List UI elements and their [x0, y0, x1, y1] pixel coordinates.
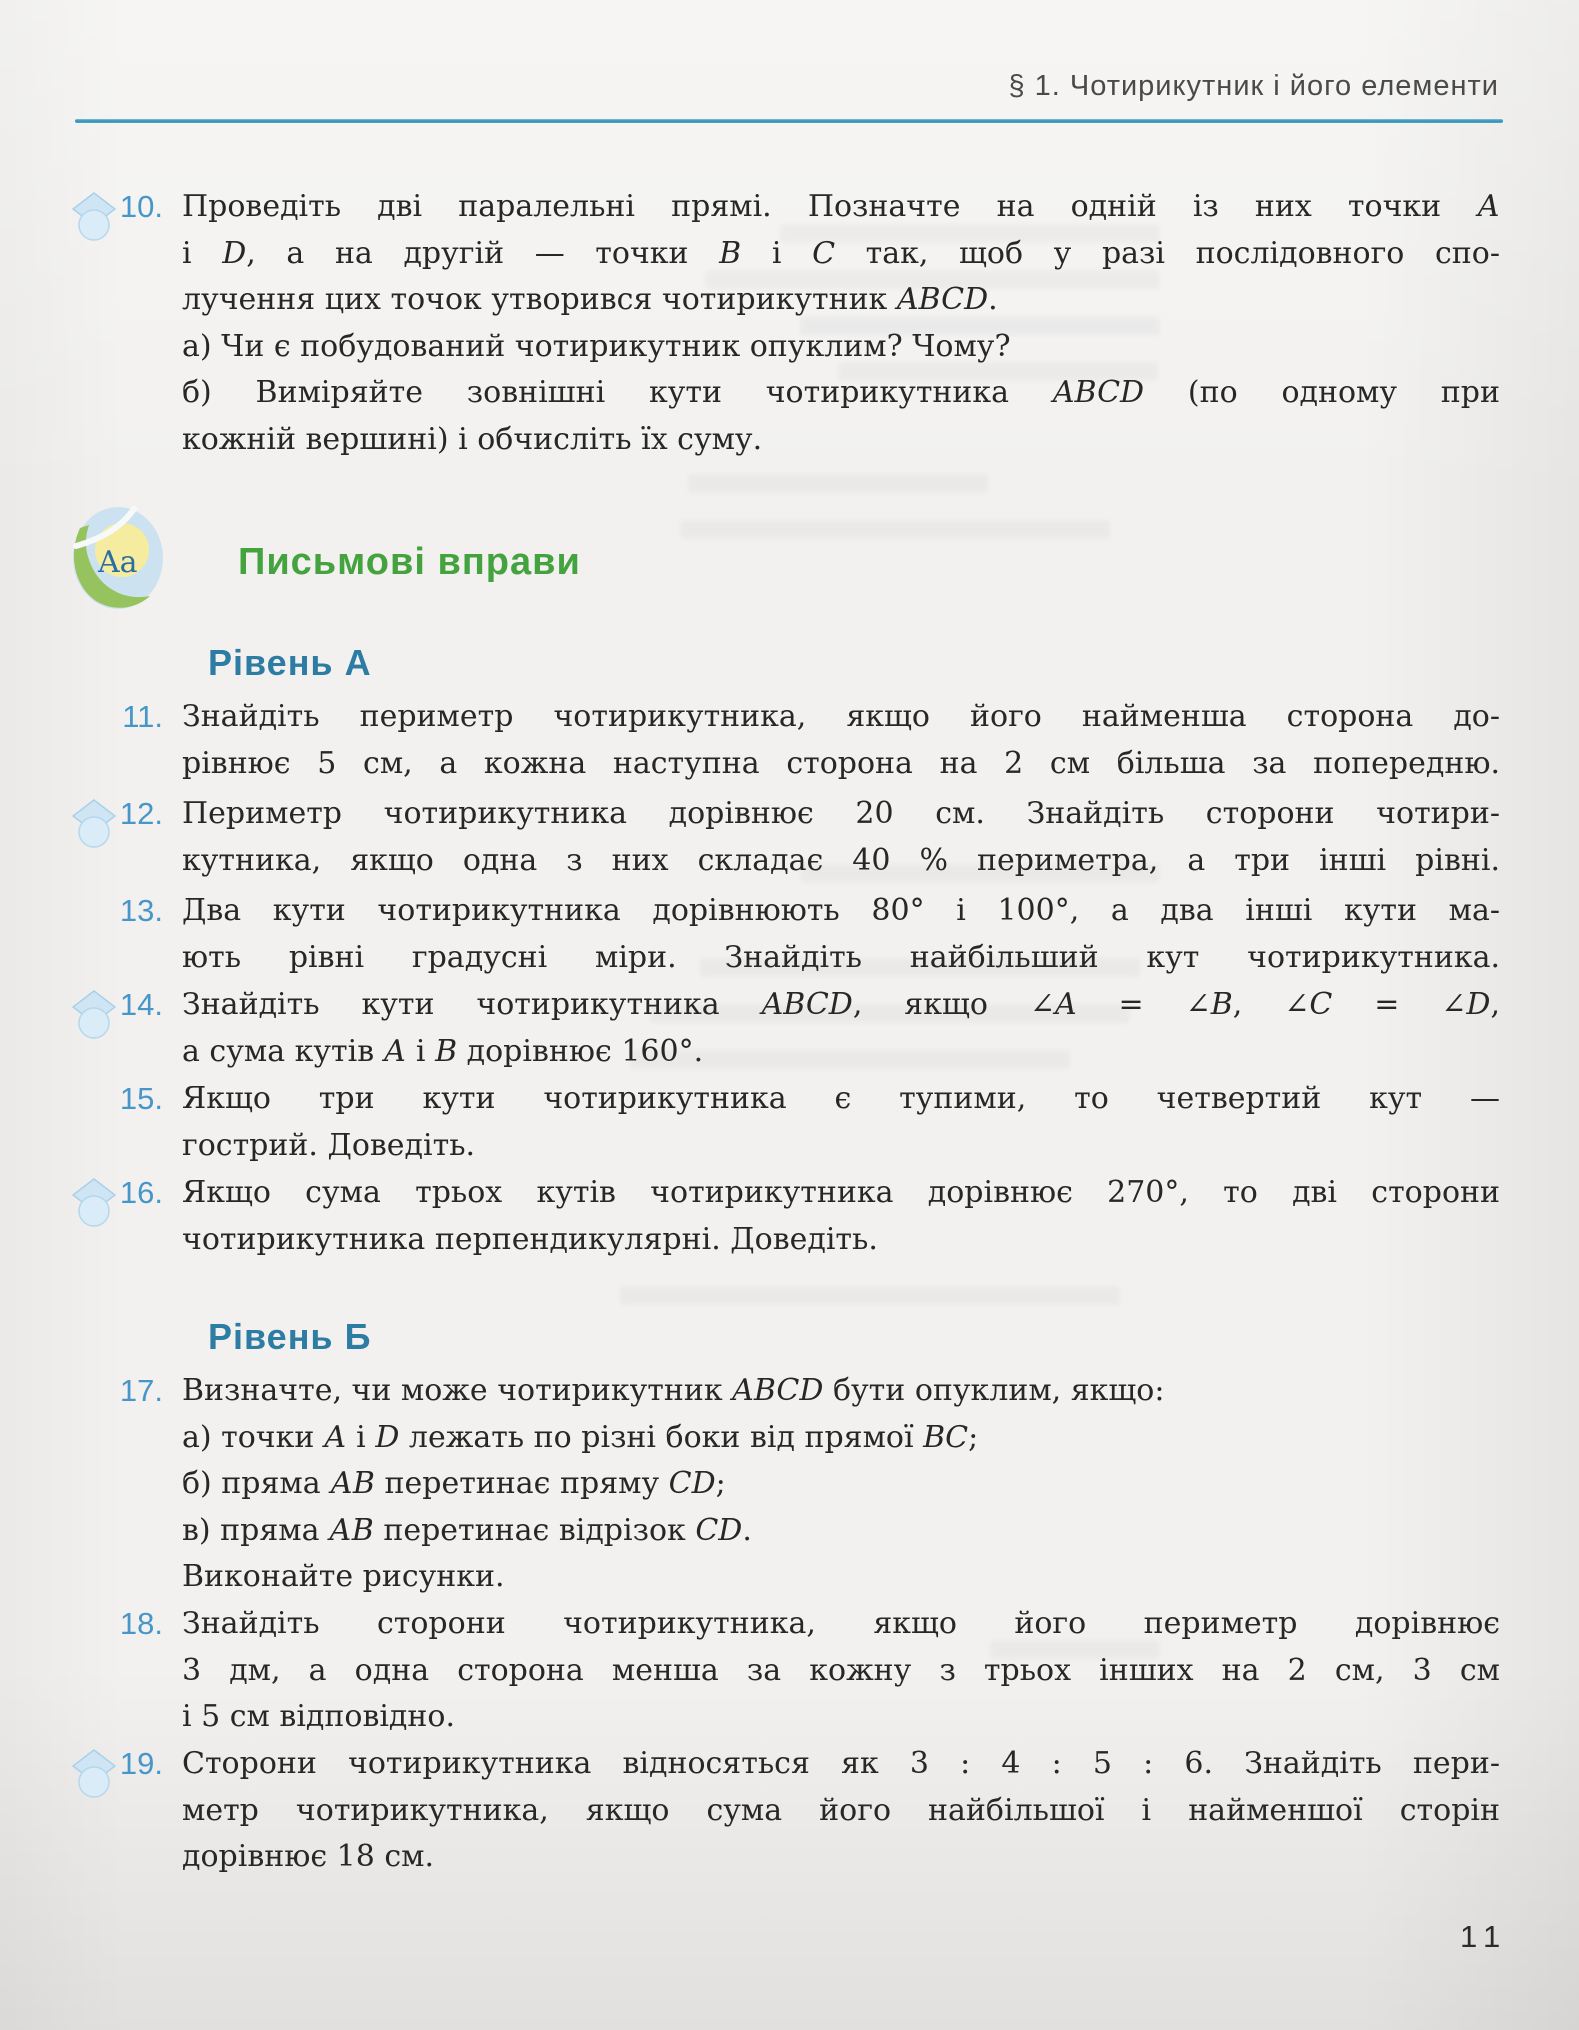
- text-segment: дорівнює 160°.: [457, 1033, 704, 1069]
- aa-written-exercises-icon: [72, 506, 164, 610]
- math-var: CD: [668, 1466, 716, 1501]
- text-segment: бути опуклим, якщо:: [823, 1373, 1165, 1408]
- math-var: АВ: [330, 1466, 375, 1501]
- problem-text: [182, 184, 1500, 463]
- problem-text: [182, 1368, 1500, 1601]
- text-segment: перетинає відрізок: [373, 1512, 696, 1548]
- problem-text-line: [182, 184, 1500, 231]
- text-segment: і: [182, 235, 223, 271]
- text-segment: дорівнює 18 см.: [182, 1839, 435, 1874]
- text-segment: і: [741, 235, 813, 271]
- text-segment: ;: [968, 1419, 979, 1455]
- problem-text-line: [182, 694, 1500, 741]
- text-segment: Знайдіть периметр чотирикутника, якщо його найменша сторона до-: [182, 699, 1500, 734]
- text-segment: гострий. Доведіть.: [182, 1127, 476, 1163]
- text-segment: = ∠: [1332, 987, 1467, 1022]
- text-segment: метр чотирикутника, якщо сума його найбільшої і найменшої сторін: [182, 1792, 1500, 1828]
- problem-text: [182, 888, 1500, 981]
- text-segment: ють рівні градусні міри. Знайдіть найбільший кут чотирикутника.: [182, 939, 1500, 975]
- problem-number: 17.: [119, 1373, 163, 1408]
- problem-text-line: [182, 1601, 1500, 1648]
- text-segment: , ∠: [1232, 987, 1310, 1022]
- text-segment: перетинає пряму: [374, 1466, 669, 1501]
- text-segment: рівнює 5 см, а кожна наступна сторона на 2 см більша за попередню.: [182, 745, 1500, 781]
- problem-number: 19.: [119, 1746, 163, 1781]
- text-segment: Два кути чотирикутника дорівнюють 80° і 100°, а два інші кути ма-: [182, 893, 1500, 928]
- problem-number: 13.: [119, 893, 163, 928]
- math-var: АВ: [329, 1512, 374, 1548]
- problem-text-line: [182, 1368, 1500, 1415]
- problem-text-line: [182, 1834, 1500, 1881]
- math-var: А: [323, 1419, 347, 1455]
- text-segment: Периметр чотирикутника дорівнює 20 см. Знайдіть сторони чотири-: [182, 796, 1500, 831]
- problem-text-line: [182, 1123, 1500, 1170]
- problem-text: [182, 791, 1500, 884]
- problem-text-line: [182, 277, 1500, 324]
- math-var: С: [812, 235, 836, 271]
- problem-text-line: [182, 888, 1500, 935]
- text-segment: б) Виміряйте зовнішні кути чотирикутника: [182, 375, 1053, 410]
- text-segment: а сума кутів: [182, 1033, 384, 1069]
- problem-number: 12.: [119, 796, 163, 831]
- text-segment: кожній вершині) і обчисліть їх суму.: [182, 421, 763, 457]
- problem-text-line: [182, 935, 1500, 982]
- math-var: ВС: [923, 1419, 969, 1455]
- text-segment: і: [346, 1419, 376, 1455]
- problem-text-line: [182, 1508, 1500, 1555]
- problem-text-line: [182, 982, 1500, 1029]
- section-heading: Письмові вправи: [238, 541, 581, 583]
- problem-text-line: [182, 1648, 1500, 1695]
- text-segment: .: [988, 282, 998, 317]
- problem-text-line: [182, 1788, 1500, 1835]
- problem-text: [182, 1741, 1500, 1881]
- bleed-through: [620, 1286, 1120, 1305]
- problem-text: [182, 1076, 1500, 1169]
- text-segment: Виконайте рисунки.: [182, 1559, 505, 1594]
- text-segment: а) точки: [182, 1419, 324, 1455]
- level-a-heading: Рівень А: [208, 642, 372, 683]
- problem-text: [182, 1601, 1500, 1741]
- text-segment: Сторони чотирикутника відносяться як 3 : 4 : 5 : 6. Знайдіть пери-: [182, 1746, 1500, 1781]
- text-segment: = ∠: [1076, 987, 1211, 1022]
- problem-text-line: [182, 370, 1500, 417]
- math-var: ABCD: [896, 282, 989, 317]
- math-var: D: [222, 235, 247, 271]
- problem-number: 11.: [122, 699, 163, 734]
- math-var: А: [383, 1033, 407, 1069]
- problem-text-line: [182, 231, 1500, 278]
- math-var: ABCD: [761, 987, 853, 1022]
- text-segment: 3 дм, а одна сторона менша за кожну з трьох інших на 2 см, 3 см: [182, 1652, 1500, 1688]
- svg-text:Aa: Aa: [98, 545, 138, 580]
- problem-number: 15.: [119, 1081, 163, 1116]
- problem-text-line: [182, 1461, 1500, 1508]
- text-segment: б) пряма: [182, 1466, 331, 1501]
- text-segment: , а на другій — точки: [246, 235, 720, 271]
- problem-text-line: [182, 324, 1500, 371]
- problem-text-line: [182, 1076, 1500, 1123]
- page-header: § 1. Чотирикутник і його елементи: [1008, 70, 1499, 102]
- problem-number: 16.: [119, 1175, 163, 1210]
- math-var: ABCD: [732, 1373, 824, 1408]
- problem-text: [182, 982, 1500, 1075]
- math-var: D: [375, 1419, 400, 1455]
- problem-text-line: [182, 417, 1500, 464]
- problem-number: 10.: [119, 189, 163, 224]
- text-segment: а) Чи є побудований чотирикутник опуклим? Чому?: [182, 328, 1011, 364]
- math-var: В: [719, 235, 742, 271]
- text-segment: і 5 см відповідно.: [182, 1699, 455, 1734]
- text-segment: лучення цих точок утворився чотирикутник: [182, 282, 897, 317]
- problem-number: 14.: [119, 987, 163, 1022]
- text-segment: і: [406, 1033, 436, 1069]
- text-segment: (по одному при: [1144, 375, 1500, 410]
- problem-text-line: [182, 1170, 1500, 1217]
- text-segment: чотирикутника перпендикулярні. Доведіть.: [182, 1221, 878, 1257]
- level-b-heading: Рівень Б: [208, 1316, 372, 1357]
- math-var: D: [1466, 987, 1491, 1022]
- text-segment: лежать по різні боки від прямої: [399, 1419, 924, 1455]
- problem-text-line: [182, 838, 1500, 885]
- bleed-through: [688, 474, 988, 493]
- problem-text-line: [182, 1217, 1500, 1264]
- math-var: А: [1477, 189, 1500, 224]
- math-var: CD: [695, 1512, 743, 1548]
- problem-text-line: [182, 1694, 1500, 1741]
- problem-text: [182, 1170, 1500, 1263]
- bleed-through: [680, 520, 1110, 539]
- text-segment: так, щоб у разі послідовного спо-: [835, 235, 1500, 271]
- text-segment: кутника, якщо одна з них складає 40 % периметра, а три інші рівні.: [182, 842, 1500, 878]
- problem-text-line: [182, 1029, 1500, 1076]
- text-segment: .: [742, 1512, 752, 1548]
- problem-number: 18.: [119, 1606, 163, 1641]
- text-segment: Якщо три кути чотирикутника є тупими, то четвертий кут —: [182, 1081, 1500, 1116]
- math-var: В: [435, 1033, 458, 1069]
- text-segment: ;: [715, 1466, 726, 1501]
- text-segment: Знайдіть сторони чотирикутника, якщо його периметр дорівнює: [182, 1606, 1500, 1641]
- text-segment: , якщо ∠: [852, 987, 1055, 1022]
- math-var: B: [1210, 987, 1233, 1022]
- problem-text-line: [182, 1415, 1500, 1462]
- text-segment: Знайдіть кути чотирикутника: [182, 987, 762, 1022]
- text-segment: в) пряма: [182, 1512, 330, 1548]
- text-segment: Проведіть дві паралельні прямі. Позначте на одній із них точки: [182, 189, 1478, 224]
- math-var: C: [1309, 987, 1333, 1022]
- problem-text-line: [182, 1741, 1500, 1788]
- math-var: A: [1054, 987, 1077, 1022]
- problem-text: [182, 694, 1500, 787]
- problem-text-line: [182, 1554, 1500, 1601]
- text-segment: Визначте, чи може чотирикутник: [182, 1373, 733, 1408]
- page-number: 11: [1460, 1919, 1509, 1954]
- text-segment: ,: [1490, 987, 1500, 1022]
- text-segment: Якщо сума трьох кутів чотирикутника дорівнює 270°, то дві сторони: [182, 1175, 1500, 1210]
- problem-text-line: [182, 741, 1500, 788]
- problem-text-line: [182, 791, 1500, 838]
- math-var: ABCD: [1052, 375, 1145, 410]
- header-rule: [75, 119, 1503, 123]
